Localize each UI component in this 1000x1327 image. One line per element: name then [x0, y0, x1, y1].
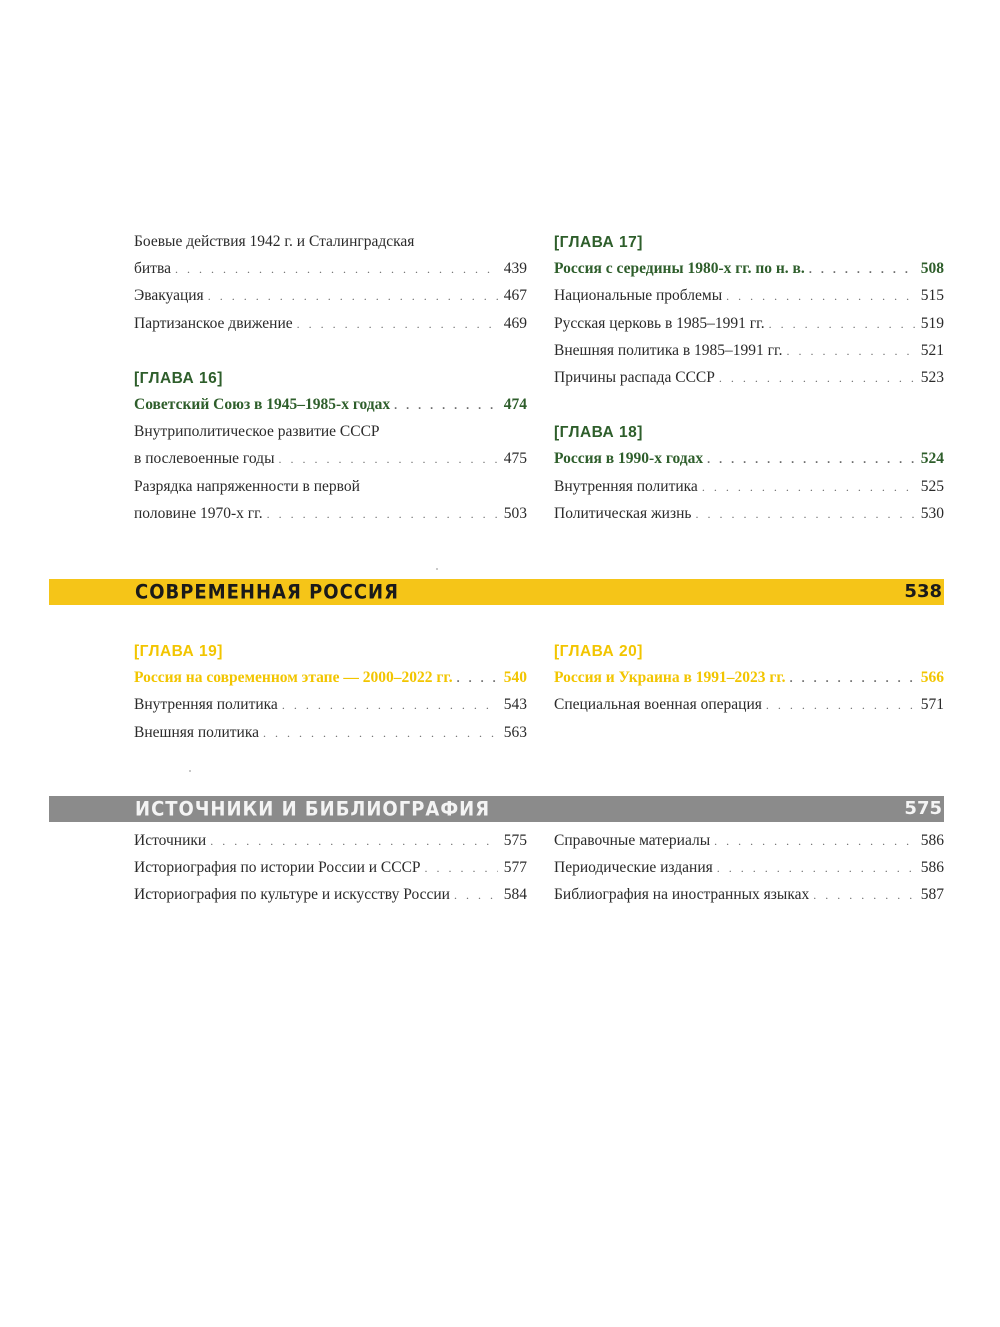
toc-entry-page: 523: [920, 368, 944, 386]
toc-entry[interactable]: [554, 696, 944, 723]
leader-dots: [297, 317, 498, 332]
leader-dots: [278, 452, 497, 467]
toc-entry-title: Внутриполитическое развитие СССР: [134, 423, 380, 441]
toc-entry-page: 475: [503, 450, 527, 468]
toc-entry[interactable]: [134, 886, 527, 913]
leader-dots: [790, 671, 915, 686]
section-page: 538: [904, 581, 942, 602]
chapter-label: [ГЛАВА 17]: [554, 234, 643, 251]
toc-entry[interactable]: [134, 505, 527, 532]
toc-entry[interactable]: [554, 505, 944, 532]
chapter-heading-entry[interactable]: [554, 669, 944, 696]
toc-entry[interactable]: [554, 859, 944, 886]
toc-entry[interactable]: [554, 478, 944, 505]
leader-dots: [702, 480, 915, 495]
leader-dots: [695, 507, 914, 522]
toc-entry[interactable]: [134, 233, 527, 260]
leader-dots: [210, 834, 498, 849]
toc-entry[interactable]: [554, 287, 944, 314]
leader-dots: [707, 452, 915, 467]
toc-entry-page: 515: [920, 287, 944, 305]
toc-entry-title: Периодические издания: [554, 859, 713, 877]
section-title: СОВРЕМЕННАЯ РОССИЯ: [135, 581, 399, 605]
toc-entry-title: Причины распада СССР: [554, 368, 715, 386]
toc-entry[interactable]: [134, 724, 527, 751]
toc-column-chapter-20: [554, 642, 944, 724]
toc-entry-title: Разрядка напряженности в первой: [134, 477, 360, 495]
toc-entry-title: половине 1970-х гг.: [134, 504, 263, 522]
section-band-modern-russia[interactable]: [49, 579, 944, 605]
chapter-heading-title: Россия в 1990-х годах: [554, 450, 704, 468]
toc-entry[interactable]: [134, 315, 527, 342]
toc-entry[interactable]: [554, 369, 944, 396]
toc-entry-title: битва: [134, 260, 171, 278]
toc-entry-title: Внутренняя политика: [554, 477, 698, 495]
leader-dots: [454, 888, 498, 903]
toc-entry[interactable]: [134, 478, 527, 505]
toc-entry-page: 469: [503, 314, 527, 332]
chapter-heading-page: 524: [920, 450, 944, 468]
toc-column-sources-right: [554, 832, 944, 914]
toc-entry-title: Русская церковь в 1985–1991 гг.: [554, 314, 765, 332]
toc-entry-page: 584: [503, 886, 527, 904]
leader-dots: [719, 371, 915, 386]
toc-entry-page: 503: [503, 504, 527, 522]
toc-column-top-left: [134, 233, 527, 532]
toc-entry-title: Внешняя политика: [134, 723, 259, 741]
toc-entry-page: 587: [920, 886, 944, 904]
toc-column-sources-left: [134, 832, 527, 914]
toc-entry-title: Национальные проблемы: [554, 287, 723, 305]
toc-entry[interactable]: [134, 423, 527, 450]
toc-entry-page: 575: [503, 832, 527, 849]
chapter-label: [ГЛАВА 18]: [554, 424, 643, 442]
toc-entry-page: 563: [503, 723, 527, 741]
toc-entry-title: Историография по культуре и искусству России: [134, 886, 450, 904]
toc-entry-page: 519: [920, 314, 944, 332]
toc-entry[interactable]: [554, 342, 944, 369]
leader-dots: [726, 289, 915, 304]
toc-entry[interactable]: [554, 315, 944, 342]
toc-entry-title: Историография по истории России и СССР: [134, 859, 421, 877]
toc-entry[interactable]: [134, 832, 527, 859]
toc-entry-title: в послевоенные годы: [134, 450, 275, 468]
chapter-label: [ГЛАВА 19]: [134, 643, 223, 660]
chapter-label: [ГЛАВА 20]: [554, 643, 643, 660]
toc-entry-title: Партизанское движение: [134, 314, 293, 332]
paper-speck: [436, 568, 438, 570]
paper-speck: [189, 770, 191, 772]
toc-entry-page: 439: [503, 260, 527, 278]
chapter-heading-entry[interactable]: [134, 669, 527, 696]
leader-dots: [766, 698, 915, 713]
leader-dots: [175, 262, 498, 277]
toc-entry-page: 586: [920, 859, 944, 877]
toc-column-top-right: [554, 233, 944, 532]
toc-entry-page: 543: [503, 696, 527, 714]
chapter-heading-title: Россия и Украина в 1991–2023 гг.: [554, 669, 786, 687]
chapter-heading-entry[interactable]: [134, 396, 527, 423]
chapter-heading-page: 474: [503, 395, 527, 413]
leader-dots: [208, 289, 498, 304]
leader-dots: [394, 398, 498, 413]
section-title: ИСТОЧНИКИ И БИБЛИОГРАФИЯ: [135, 798, 491, 822]
toc-entry-title: Боевые действия 1942 г. и Сталинградская: [134, 233, 415, 250]
toc-entry[interactable]: [134, 287, 527, 314]
toc-entry-title: Эвакуация: [134, 287, 204, 305]
toc-entry-title: Внутренняя политика: [134, 696, 278, 714]
chapter-heading-entry[interactable]: [554, 260, 944, 287]
chapter-heading-title: Советский Союз в 1945–1985-х годах: [134, 395, 391, 413]
chapter-heading-page: 566: [920, 669, 944, 687]
toc-entry-page: 530: [920, 504, 944, 522]
toc-entry-title: Справочные материалы: [554, 832, 711, 849]
leader-dots: [717, 861, 915, 876]
leader-dots: [425, 861, 498, 876]
leader-dots: [457, 671, 498, 686]
leader-dots: [282, 698, 498, 713]
leader-dots: [787, 344, 915, 359]
toc-entry[interactable]: [134, 450, 527, 477]
toc-entry-page: 521: [920, 341, 944, 359]
toc-entry[interactable]: [134, 696, 527, 723]
leader-dots: [267, 507, 498, 522]
toc-column-chapter-19: [134, 642, 527, 751]
toc-entry-page: 586: [920, 832, 944, 849]
leader-dots: [769, 317, 915, 332]
toc-entry-title: Политическая жизнь: [554, 504, 692, 522]
leader-dots: [714, 834, 915, 849]
toc-entry-page: 571: [920, 696, 944, 714]
chapter-heading-page: 540: [503, 669, 527, 687]
toc-entry-page: 525: [920, 477, 944, 495]
toc-entry[interactable]: [134, 260, 527, 287]
toc-entry-page: 467: [503, 287, 527, 305]
toc-entry-title: Специальная военная операция: [554, 696, 762, 714]
section-band-sources[interactable]: [49, 796, 944, 822]
chapter-heading-title: Россия на современном этапе — 2000–2022 гг.: [134, 669, 453, 687]
chapter-heading-title: Россия с середины 1980-х гг. по н. в.: [554, 260, 805, 278]
chapter-heading-page: 508: [920, 260, 944, 278]
toc-entry[interactable]: [134, 859, 527, 886]
toc-entry[interactable]: [554, 832, 944, 859]
toc-entry-page: 577: [503, 859, 527, 877]
leader-dots: [809, 262, 915, 277]
toc-entry-title: Источники: [134, 832, 207, 849]
section-page: 575: [904, 798, 942, 819]
toc-entry-title: Библиография на иностранных языках: [554, 886, 810, 904]
toc-entry[interactable]: [554, 886, 944, 913]
chapter-label: [ГЛАВА 16]: [134, 369, 223, 387]
leader-dots: [813, 888, 914, 903]
leader-dots: [263, 726, 498, 741]
toc-entry-title: Внешняя политика в 1985–1991 гг.: [554, 341, 783, 359]
chapter-heading-entry[interactable]: [554, 450, 944, 477]
